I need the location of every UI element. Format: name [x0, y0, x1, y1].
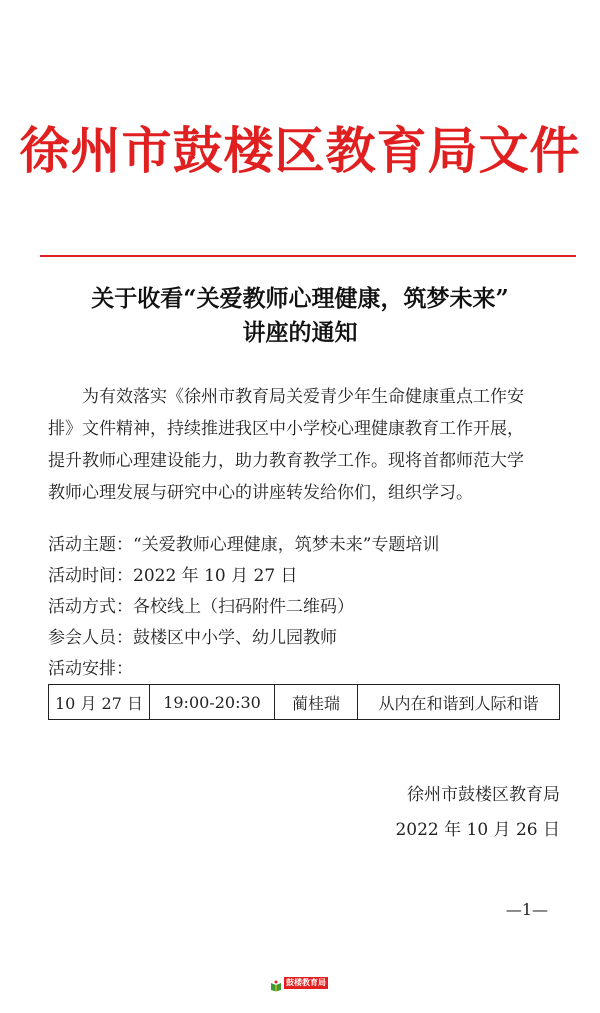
activity-participants: 参会人员：鼓楼区中小学、幼儿园教师 [48, 628, 337, 648]
document-title-line-1: 关于收看“关爱教师心理健康，筑梦未来” [91, 285, 509, 312]
source-watermark [270, 976, 330, 990]
table-row [49, 685, 560, 720]
activity-time: 活动时间：2022 年 10 月 27 日 [48, 566, 298, 586]
body-paragraph-line: 为有效落实《徐州市教育局关爱青少年生命健康重点工作安 [48, 387, 524, 407]
schedule-table [48, 684, 560, 720]
book-logo-icon [270, 977, 282, 989]
schedule-time-cell: 19:00-20:30 [150, 685, 275, 720]
body-paragraph-line: 教师心理发展与研究中心的讲座转发给你们，组织学习。 [48, 483, 473, 503]
watermark-text: 鼓楼教育局 [286, 978, 326, 987]
schedule-date-cell: 10 月 27 日 [49, 685, 150, 720]
activity-schedule-label: 活动安排： [48, 659, 133, 679]
signature-date: 2022 年 10 月 26 日 [395, 820, 560, 840]
signature-organization: 徐州市鼓楼区教育局 [407, 785, 560, 805]
schedule-topic-cell: 从内在和谐到人际和谐 [358, 685, 560, 720]
red-divider-line [40, 255, 576, 257]
schedule-speaker-cell: 蔺桂瑞 [275, 685, 358, 720]
activity-method: 活动方式：各校线上（扫码附件二维码） [48, 597, 354, 617]
activity-theme: 活动主题：“关爱教师心理健康，筑梦未来”专题培训 [48, 535, 440, 555]
issuer-header-title: 徐州市鼓楼区教育局文件 [19, 121, 581, 180]
body-paragraph-line: 排》文件精神，持续推进我区中小学校心理健康教育工作开展， [48, 419, 524, 439]
document-title-line-2: 讲座的通知 [242, 319, 358, 346]
body-paragraph-line: 提升教师心理建设能力，助力教育教学工作。现将首都师范大学 [48, 451, 524, 471]
page-number: —1— [505, 900, 548, 919]
